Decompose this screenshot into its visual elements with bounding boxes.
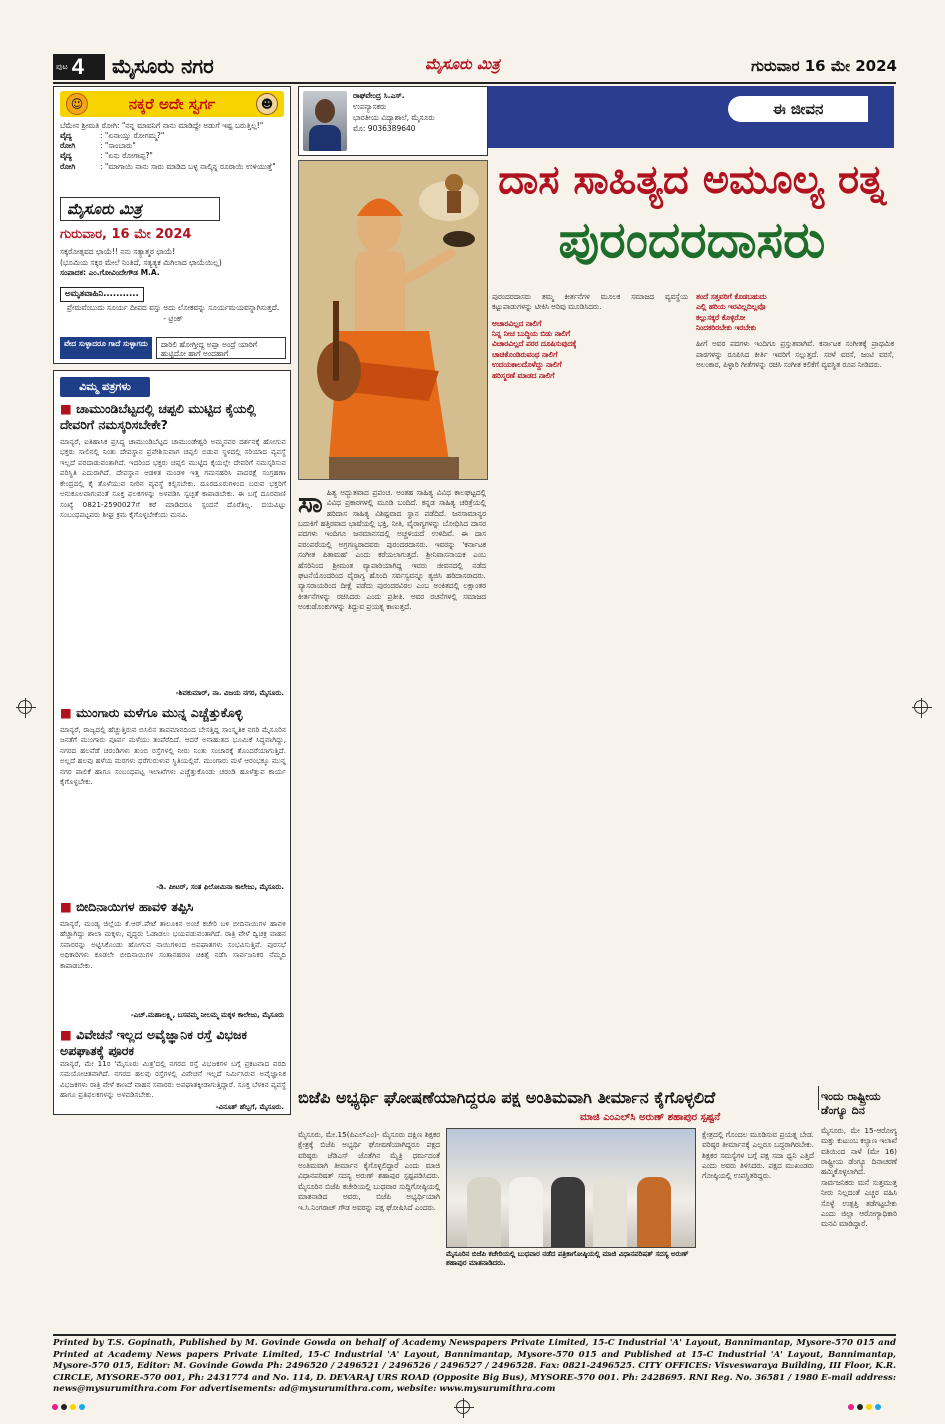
dropcap: ಸಾ [298, 488, 323, 519]
joke-line: ರೋಗಿ : "ಮಾಗಾಯಿ ನಾನು ಸಾರು ಮಾಡಿದ ಬಳ್ಳ ನಾಲ್ಕಿನ್ನ ರೂರಾಯಿ ಉಳಿಯುತ್ತೆ" [60, 161, 276, 171]
verse-line: ತಂದೆ ಸತ್ತವರಿಗೆ ಕೊಡಬಹುದು [696, 292, 767, 301]
letter-title: ■ ಚಾಮುಂಡಿಬೆಟ್ಟದಲ್ಲಿ ಚಪ್ಪಲಿ ಮುಟ್ಟಿದ ಕೈಯಲ್ಲಿ ದೇವರಿಗೆ ನಮಸ್ಕರಿಸಬೇಕೇ? [60, 401, 286, 432]
letter-signature: -ಎಚ್.ಮಹಾಲಕ್ಷ್ಮಿ, ಬಸವಮ್ಮ ನೀಲಮ್ಮ ಮಕ್ಕಳ ಕಾಲೇಜು, ಮೈಸೂರು [130, 1011, 284, 1019]
verse-line: ಎಲ್ಲಿ ಹರಿಯ ಇರವಿಲ್ಲದಿಲ್ಲವೊ [696, 302, 766, 312]
article-text: ಹೀಗೆ ಅವರ ಪದಗಳು ಇಂದಿಗೂ ಪ್ರಸ್ತುತವಾಗಿವೆ. ಕರ್ನಾಟಕ ಸಂಗೀತಕ್ಕೆ ಪ್ರಾಥಮಿಕ ಪಾಠಗಳನ್ನು ರೂಪಿಸಿದ ಕೀರ್ತಿ ಇವರಿಗೆ ಸಲ್ಲುತ್ತದೆ. ಸರಳೆ ವರಸೆ, ಜಂಟಿ ವರಸೆ, ಅಲಂಕಾರ, ಪಿಳ್ಳಾರಿ ಗೀತೆಗಳನ್ನು ರಚಿಸಿ ಸಂಗೀತ ಕಲಿಕೆಗೆ ವ್ಯವಸ್ಥಿತ ರೂಪ ನೀಡಿದರು. [696, 339, 894, 370]
verse-line: ನಿಂದಕರಿರಬೇಕು ಇರಬೇಕು [696, 323, 757, 333]
verse-line: ವಿಚಾರವಿಲ್ಲದೆ ಪರರ ದೂಷಿಸುವುದಕ್ಕೆ [492, 339, 577, 349]
author-org: ಭಾರತೀಯ ವಿದ್ಯಾಶಾಲೆ, ಮೈಸೂರು [353, 112, 435, 122]
author-role: ಉಪನ್ಯಾಸಕರು [353, 101, 387, 111]
article-headline-main: ಪುರಂದರದಾಸರು [558, 210, 826, 269]
letter-title: ■ ವಿವೇಚನೆ ಇಲ್ಲದ ಅವೈಜ್ಞಾನಿಕ ರಸ್ತೆ ವಿಭಜಕ ಅಪಘಾತಕ್ಕೆ ಪೂರಕ [60, 1027, 286, 1058]
article-text: ಪುರಂದರದಾಸರು ತಮ್ಮ ಕೀರ್ತನೆಗಳ ಮೂಲಕ ಸಮಾಜದ ವ್ಯವಸ್ಥೆಯ ಕಟ್ಟುಪಾಡುಗಳನ್ನು ಟೀಕಿಸಿ ಅರಿವು ಮೂಡಿಸಿದರು. [492, 292, 688, 312]
news-headline: ಬಿಜೆಪಿ ಅಭ್ಯರ್ಥಿ ಘೋಷಣೆಯಾಗಿದ್ದರೂ ಪಕ್ಷ ಅಂತಿಮವಾಗಿ ತೀರ್ಮಾನ ಕೈಗೊಳ್ಳಲಿದೆ [298, 1088, 716, 1107]
verse-line: ಉದಯಕಾಲದೊಳೆದ್ದು ನಾಲಿಗೆ [492, 360, 562, 370]
news-column: ಕ್ಷೇತ್ರದಲ್ಲಿ ಗೊಂದಲ ಮೂಡಿಸುವ ಪ್ರಯತ್ನ ಬೇಡ. ವರಿಷ್ಠರ ತೀರ್ಮಾನಕ್ಕೆ ಎಲ್ಲರೂ ಬದ್ಧರಾಗಿರಬೇಕು. ಶಿಕ್ಷಕರ ಸಮಸ್ಯೆಗಳ ಬಗ್ಗೆ ಪಕ್ಷ ಸದಾ ಧ್ವನಿ ಎತ್ತಿದೆ ಎಂದು ಅವರು ತಿಳಿಸಿದರು. ಪಕ್ಷದ ಮುಖಂಡರು ಗೋಷ್ಠಿಯಲ್ಲಿ ಉಪಸ್ಥಿತರಿದ್ದರು. [702, 1130, 814, 1181]
article-headline: ದಾಸ ಸಾಹಿತ್ಯದ ಅಮೂಲ್ಯ ರತ್ನ [498, 156, 886, 203]
author-box [298, 86, 488, 156]
proverb-text: ದಾರಿಲಿ ಹೋಗ್ತೀದ್ದ ಅಪ್ಪಾ ಅಂದ್ರೆ ಯಾರಿಗೆ ಹುಟ್ಟಿದೋ ಹಾಗೆ ಅಂದಹಾಗೆ [156, 337, 286, 359]
news-headline: ಇಂದು ರಾಷ್ಟ್ರೀಯ ಡೆಂಗ್ಯೂ ದಿನ [821, 1090, 881, 1117]
column-divider [818, 1086, 819, 1110]
joke-line: ವೈದ್ಯ : "ಏನಾಯ್ತು ರೋಗಮ್ಮ?" [60, 131, 165, 141]
page-number: 4 [71, 54, 84, 80]
footer-divider [53, 1334, 896, 1336]
verse-line: ಚಾಚಿಕೊಂಡಿರುವಂಥ ನಾಲಿಗೆ [492, 349, 558, 359]
column-banner [488, 86, 894, 148]
letter-body: ಮಾನ್ಯರೆ, ಮಂಡ್ಯ ಜಿಲ್ಲೆಯ ಕೆ.ಆರ್.ಪೇಟೆ ತಾಲೂಕಿನ ಅಂಚೆ ಕಚೇರಿ ಬಳಿ ಬೀದಿನಾಯಿಗಳ ಹಾವಳಿ ಹೆಚ್ಚಾಗಿದ್ದು ಶಾಲಾ ಮಕ್ಕಳು, ವೃದ್ಧರು ಓಡಾಡಲು ಭಯಪಡುವಂತಾಗಿದೆ. ರಾತ್ರಿ ವೇಳೆ ದ್ವಿಚಕ್ರ ವಾಹನ ಸವಾರರನ್ನು ಅಟ್ಟಿಸಿಕೊಂಡು ಹೋಗುವ ನಾಯಿಗಳಿಂದ ಅಪಘಾತಗಳು ಸಂಭವಿಸುತ್ತಿವೆ. ಪುರಸಭೆ ಅಧಿಕಾರಿಗಳು ಕೂಡಲೇ ಬೀದಿನಾಯಿಗಳ ಸಂತಾನಹರಣ ಚಿಕಿತ್ಸೆ ನಡೆಸಿ ಸಾರ್ವಜನಿಕರ ನೆಮ್ಮದಿ ಕಾಪಾಡಬೇಕು. [60, 919, 286, 970]
humor-title: ನಕ್ಕರೆ ಅದೇ ಸ್ವರ್ಗ [128, 94, 216, 113]
verse-line: ಹರಿಸ್ಮರಣೆ ಮಾಡದ ನಾಲಿಗೆ [492, 370, 555, 380]
humor-banner [60, 91, 284, 117]
mysuru-mitra-logo: ಮೈಸೂರು ಮಿತ್ರ [60, 197, 220, 221]
verse-line: ಕಲ್ಲುಸಕ್ಕರೆ ಕೊಳ್ಳಿರೋ [696, 312, 746, 322]
letter-body: ಮಾನ್ಯರೆ, ಐತಿಹಾಸಿಕ ಪ್ರಸಿದ್ಧ ಚಾಮುಂಡಿಬೆಟ್ಟದ ಚಾಮುಂಡೇಶ್ವರಿ ಅಮ್ಮನವರ ದರ್ಶನಕ್ಕೆ ಹೋಗುವ ಭಕ್ತರು ಸಾಲಿನಲ್ಲಿ ನಿಂತು ದೇವಸ್ಥಾನ ಪ್ರವೇಶಿಸುವಾಗ ಚಪ್ಪಲಿ ಬಿಡುವ ಸ್ಥಳದಲ್ಲಿ ಸರಿಯಾದ ವ್ಯವಸ್ಥೆ ಇಲ್ಲದೆ ಪರದಾಡುವಂತಾಗಿದೆ. ಇದರಿಂದ ಭಕ್ತರು ಚಪ್ಪಲಿ ಮುಟ್ಟಿದ ಕೈಯಲ್ಲೇ ದೇವರಿಗೆ ನಮಸ್ಕರಿಸುವ ಪರಿಸ್ಥಿತಿ ಎದುರಾಗಿದೆ. ದೇವಸ್ಥಾನ ಆಡಳಿತ ಮಂಡಳಿ ಇತ್ತ ಗಮನಹರಿಸಿ ಪಾದರಕ್ಷೆ ಸಂಗ್ರಹಣಾ ಕೇಂದ್ರದಲ್ಲಿ ಕೈ ತೊಳೆಯುವ ನೀರಿನ ವ್ಯವಸ್ಥೆ ಕಲ್ಪಿಸಬೇಕು. ದೂರದೂರುಗಳಿಂದ ಬರುವ ಭಕ್ತರಿಗೆ ಅನುಕೂಲವಾಗುವಂತೆ ಸೂಕ್ತ ಫಲಕಗಳನ್ನು ಅಳವಡಿಸಿ ಸ್ವಚ್ಛತೆ ಕಾಪಾಡಬೇಕು. ಈ ಬಗ್ಗೆ ದೂರವಾಣಿ ಸಂಖ್ಯೆ 0821-2590027ಗೆ ಕರೆ ಮಾಡಿದರೂ ಸ್ಪಂದನೆ ದೊರೆತಿಲ್ಲ. ದಯವಿಟ್ಟು ಸಂಬಂಧಪಟ್ಟವರು ಶೀಘ್ರ ಕ್ರಮ ಕೈಗೊಳ್ಳಬೇಕೆಂದು ಮನವಿ. [60, 437, 286, 520]
joke-line: ವೈದ್ಯ : "ಏನು ರೋಗಾಪ್ಪ?" [60, 151, 153, 161]
article-column [696, 292, 894, 1072]
verse-line: ಆಚಾರವಿಲ್ಲದ ನಾಲಿಗೆ [492, 318, 542, 328]
page-header [0, 0, 945, 86]
joke-line: ಬೆಮೇನ ಶ್ರೀಮತಿ ರೋಗಿ: "ನನ್ನ ಮಾವನಿಗೆ ನಾನು ಮಾಡಿದ್ದೇ ಅಡುಗೆ ಇಷ್ಟ ಬರುತ್ತಿಲ್ಲ!" [60, 121, 264, 130]
cartoon-character-icon: ☻ [256, 93, 278, 115]
registration-crosshair-icon [18, 700, 32, 714]
color-registration-marks [52, 1404, 85, 1410]
verse-block [492, 319, 688, 381]
letter-signature: -ವಿನೂತ್ ಹೆಬ್ಬಗೆ, ಮೈಸೂರು. [215, 1103, 284, 1111]
imprint-line: Printed by T.S. Gopinath, Published by M. Govinde Gowda on behalf of Academy Newspapers Private Limited, 15-C Industrial 'A' Layout, Bannimantap, Mysore-570 015 and Printed at Academy News papers Private Limited, 15-C Industrial 'A' Layout, Bannimantap, Mysore-570 015 and Published at 15-C Industrial 'A' Layout, Bannimantap, Mysore-570 015, Editor: M. Govinde Gowda Ph: 2496520 / 2496521 / 2496526 / 2496527 / 2496528. Fax: 0821-2496525. CITY OFFICES: Visveswaraya Building, III Floor, K.R. CIRCLE, MYSORE-570 001, Ph: 2431774 and No. 114, D. DEVARAJ URS ROAD (Opposite Big Bus), MYSORE-570 001. Ph: 2428695. RNI Reg. No. 36581 / 1980 E-mail address: news@mysurumithra.com For advertisements: ad@mysurumithra.com, website: www.mysurumithra.com [53, 1338, 896, 1395]
joke-line: ರೋಗಿ : "ಸಾಂಬಾರು" [60, 141, 136, 151]
purandaradasa-painting [298, 160, 488, 480]
page-number-box [53, 54, 105, 80]
laughing-face-icon: ☺ [66, 93, 88, 115]
news-subhead: ಮಾಜಿ ಎಂಎಲ್‌ಸಿ ಅರುಣ್ ಶಹಾಪುರ ಸ್ಪಷ್ಟನೆ [580, 1112, 721, 1123]
author-details [353, 91, 485, 135]
author-photo [303, 91, 347, 151]
letter-title: ■ ಬೀದಿನಾಯಿಗಳ ಹಾವಳಿ ತಪ್ಪಿಸಿ [60, 899, 286, 915]
author-name: ರಾಘವೇಂದ್ರ ಸಿ.ಎಸ್. [353, 91, 405, 100]
verse-line: ನಿನ್ನ ನೀಚ ಬುದ್ಧಿಯ ಬಿಡು ನಾಲಿಗೆ [492, 329, 571, 339]
letter-title: ■ ಮುಂಗಾರು ಮಳೆಗೂ ಮುನ್ನ ಎಚ್ಚೆತ್ತುಕೊಳ್ಳಿ [60, 705, 286, 721]
letter-signature: -ಡಿ. ಪೀಟರ್, ಸಂತ ಫಿಲೋಮಿನಾ ಕಾಲೇಜು, ಮೈಸೂರು. [156, 883, 284, 891]
almanac-text: ಸಕ್ಕರೋತ್ಸವದ ಛಾಯೆ!! ನನು ಸತ್ಯಾತ್ಮರ ಛಾಯೆ! (ಭೂಮಿಯ ಸಕ್ಕರ ಮೇಲೆ ನಿಂತಿದೆ, ಸತ್ಯತ್ಯಕ ಮಿಗಿಲಾದ ಛಾಯೆಯಿಲ್ಲ) ಸಂಪಾದಕ: ಎಂ.ಗೋವಿಂದೇಗೌಡ M.A. [60, 247, 222, 277]
issue-date: ಗುರುವಾರ 16 ಮೇ 2024 [751, 57, 897, 75]
article-text: ಹಿತ್ಯ ಅದ್ಭುತವಾದ ಪ್ರಪಂಚ. ಅಂತಹ ಸಾಹಿತ್ಯ ವಿವಿಧ ಕಾಲಘಟ್ಟದಲ್ಲಿ ವಿವಿಧ ಪ್ರಕಾರಗಳಲ್ಲಿ ಮೂಡಿ ಬಂದಿದೆ. ಕನ್ನಡ ಸಾಹಿತ್ಯ ಚರಿತ್ರೆಯಲ್ಲಿ ಹರಿದಾಸ ಸಾಹಿತ್ಯ ವಿಶಿಷ್ಟವಾದ ಸ್ಥಾನ ಪಡೆದಿದೆ. ಜನಸಾಮಾನ್ಯರ ಬದುಕಿಗೆ ಹತ್ತಿರವಾದ ಭಾಷೆಯಲ್ಲಿ ಭಕ್ತಿ, ನೀತಿ, ವೈರಾಗ್ಯಗಳನ್ನು ಬೋಧಿಸಿದ ದಾಸರ ಪದಗಳು ಇಂದಿಗೂ ಜನಮಾನಸದಲ್ಲಿ ಅಚ್ಚಳಿಯದೆ ಉಳಿದಿವೆ. ಈ ದಾಸ ಪರಂಪರೆಯಲ್ಲಿ ಅಗ್ರಗಣ್ಯರಾದವರು ಪುರಂದರದಾಸರು. ಇವರನ್ನು 'ಕರ್ನಾಟಕ ಸಂಗೀತ ಪಿತಾಮಹ' ಎಂದು ಕರೆಯಲಾಗುತ್ತದೆ. ಶ್ರೀನಿವಾಸನಾಯಕ ಎಂಬ ಹೆಸರಿನಿಂದ ಶ್ರೀಮಂತ ವ್ಯಾಪಾರಿಯಾಗಿದ್ದ ಇವರು ಜೀವನದಲ್ಲಿ ನಡೆದ ಘಟನೆಯೊಂದರಿಂದ ವೈರಾಗ್ಯ ಹೊಂದಿ ಸರ್ವಸ್ವವನ್ನೂ ತ್ಯಜಿಸಿ ಹರಿದಾಸರಾದರು. ವ್ಯಾಸರಾಯರಿಂದ ದೀಕ್ಷೆ ಪಡೆದು ಪುರಂದರವಿಠಲ ಎಂಬ ಅಂಕಿತದಲ್ಲಿ ಲಕ್ಷಾಂತರ ಕೀರ್ತನೆಗಳನ್ನು ರಚಿಸಿದರು ಎಂದು ಪ್ರತೀತಿ. ಅವರ ರಚನೆಗಳಲ್ಲಿ ಸಮಾಜದ ಅಂಕುಡೊಂಕುಗಳನ್ನು ತಿದ್ದುವ ಪ್ರಯತ್ನ ಕಾಣುತ್ತದೆ. [298, 488, 486, 611]
column-label: ಈ ಜೀವನ [728, 96, 868, 122]
press-meet-photo [446, 1128, 696, 1248]
registration-crosshair-icon [456, 1400, 470, 1414]
proverb-label: ವೇದ ಸುಳ್ಳಾದರೂ ಗಾದೆ ಸುಳ್ಳಾಗದು [60, 337, 152, 359]
section-title: ಮೈಸೂರು ನಗರ [112, 54, 214, 78]
photo-caption: ಮೈಸೂರಿನ ಬಿಜೆಪಿ ಕಚೇರಿಯಲ್ಲಿ ಬುಧವಾರ ನಡೆದ ಪತ್ರಿಕಾಗೋಷ್ಠಿಯಲ್ಲಿ ಮಾಜಿ ವಿಧಾನಪರಿಷತ್ ಸದಸ್ಯ ಅರುಣ್ ಶಹಾಪುರ ಮಾತನಾಡಿದರು. [446, 1250, 689, 1268]
humor-box [53, 86, 291, 364]
header-divider [53, 82, 896, 84]
almanac-date: ಗುರುವಾರ, 16 ಮೇ 2024 [60, 227, 192, 242]
verse-block [696, 292, 894, 333]
amruta-label: ಅಮೃತವಾಹಿನಿ........... [60, 287, 144, 302]
letters-section [53, 370, 291, 1115]
article-column [492, 292, 688, 1072]
letter-body: ಮಾನ್ಯರೆ, ರಾಜ್ಯದಲ್ಲಿ ಹೆಚ್ಚುತ್ತಿರುವ ಬಿಸಿಲಿನ ತಾಪಮಾನದಿಂದ ಬೇಸತ್ತಿದ್ದ ಸಾಂಸ್ಕೃತಿಕ ನಗರಿ ಮೈಸೂರಿನ ಜನತೆಗೆ ಮುಂಗಾರು ಪೂರ್ವ ಮಳೆಯು ತಂಪೆರೆದಿದೆ. ಆದರೆ ಅನಾಹುತದ ಭೂಮಿಕೆ ಸಿದ್ಧವಾಗಿದ್ದು, ನಗರದ ಹಲವೆಡೆ ಚರಂಡಿಗಳು ತುಂಬಿ ರಸ್ತೆಗಳಲ್ಲಿ ನೀರು ನಿಂತು ಸಂಚಾರಕ್ಕೆ ತೊಂದರೆಯಾಗುತ್ತಿದೆ. ಅಲ್ಲದೆ ಹಲವು ಹಳೆಯ ಮರಗಳು ಧರೆಗುರುಳುವ ಸ್ಥಿತಿಯಲ್ಲಿವೆ. ಮುಂಗಾರು ಮಳೆ ಆರಂಭಕ್ಕೂ ಮುನ್ನ ನಗರ ಪಾಲಿಕೆ ಹಾಗೂ ಸಂಬಂಧಪಟ್ಟ ಇಲಾಖೆಗಳು ಎಚ್ಚೆತ್ತುಕೊಂಡು ಚರಂಡಿ ಹೂಳೆತ್ತುವ ಕಾರ್ಯ ಕೈಗೊಳ್ಳಬೇಕು. [60, 725, 286, 787]
color-registration-marks [848, 1404, 881, 1410]
amruta-quote: ಪ್ರೇಮವೆಂಬುದು ಸೂರ್ಯ ದೀಪದ ವಸ್ತು ಅದು ಲೋಕವನ್ನು ಸೂರ್ಯಮಯವನ್ನಾಗಿಸುತ್ತದೆ. - ಟ್ರಿಂಕ್ [66, 303, 280, 323]
letter-signature: -ಶಿವಕುಮಾರ್, ನಾ. ವಿಜಯ ನಗರ, ಮೈಸೂರು. [175, 689, 284, 697]
page-label: ಪುಟ [56, 62, 68, 71]
news-column: ಮೈಸೂರು, ಮೇ.15(ಪಿಎಲ್‌ಎಂ)- ಮೈಸೂರು ದಕ್ಷಿಣ ಶಿಕ್ಷಕರ ಕ್ಷೇತ್ರಕ್ಕೆ ಬಿಜೆಪಿ ಅಭ್ಯರ್ಥಿ ಘೋಷಣೆಯಾಗಿದ್ದರೂ ಪಕ್ಷದ ವರಿಷ್ಠರು ಜೆಡಿಎಸ್ ಜೊತೆಗಿನ ಮೈತ್ರಿ ಧರ್ಮದಂತೆ ಅಂತಿಮವಾಗಿ ತೀರ್ಮಾನ ಕೈಗೊಳ್ಳಲಿದ್ದಾರೆ ಎಂದು ಮಾಜಿ ವಿಧಾನಪರಿಷತ್ ಸದಸ್ಯ ಅರುಣ್ ಶಹಾಪುರ ಸ್ಪಷ್ಟಪಡಿಸಿದರು. ಮೈಸೂರಿನ ಬಿಜೆಪಿ ಕಚೇರಿಯಲ್ಲಿ ಬುಧವಾರ ಸುದ್ದಿಗೋಷ್ಠಿಯಲ್ಲಿ ಮಾತನಾಡಿದ ಅವರು, ಬಿಜೆಪಿ ಅಭ್ಯರ್ಥಿಯಾಗಿ ಇ.ಸಿ.ನಿಂಗರಾಜ್ ಗೌಡ ಅವರನ್ನು ಪಕ್ಷ ಘೋಷಿಸಿದೆ ಎಂದರು. [298, 1130, 440, 1212]
article-column [298, 488, 486, 1074]
masthead-logo: ಮೈಸೂರು ಮಿತ್ರ [425, 55, 500, 73]
left-column [53, 86, 291, 1111]
proverb-box [60, 337, 286, 359]
joke-text [60, 121, 286, 172]
saint-illustration [299, 161, 488, 480]
letters-header: ವಿಮ್ಮ ಪತ್ರಗಳು [60, 377, 150, 397]
news-column: ಮೈಸೂರು, ಮೇ 15-ಆರೋಗ್ಯ ಮತ್ತು ಕುಟುಂಬ ಕಲ್ಯಾಣ ಇಲಾಖೆ ವತಿಯಿಂದ ನಾಳೆ (ಮೇ 16) ರಾಷ್ಟ್ರೀಯ ಡೆಂಗ್ಯೂ ದಿನಾಚರಣೆ ಹಮ್ಮಿಕೊಳ್ಳಲಾಗಿದೆ. ಸಾರ್ವಜನಿಕರು ಮನೆ ಸುತ್ತಮುತ್ತ ನೀರು ನಿಲ್ಲದಂತೆ ಎಚ್ಚರ ವಹಿಸಿ ಸೊಳ್ಳೆ ಉತ್ಪತ್ತಿ ತಡೆಗಟ್ಟಬೇಕು ಎಂದು ಜಿಲ್ಲಾ ಆರೋಗ್ಯಾಧಿಕಾರಿ ಮನವಿ ಮಾಡಿದ್ದಾರೆ. [821, 1126, 897, 1229]
registration-crosshair-icon [914, 700, 928, 714]
letter-body: ಮಾನ್ಯರೆ, ಮೇ 11ರ 'ಮೈಸೂರು ಮಿತ್ರ'ದಲ್ಲಿ ನಗರದ ರಸ್ತೆ ವಿಭಜಕಗಳ ಬಗ್ಗೆ ಪ್ರಕಟವಾದ ವರದಿ ಸಮಯೋಚಿತವಾಗಿದೆ. ನಗರದ ಹಲವು ರಸ್ತೆಗಳಲ್ಲಿ ವಿವೇಚನೆ ಇಲ್ಲದೆ ನಿರ್ಮಿಸಿರುವ ಅವೈಜ್ಞಾನಿಕ ವಿಭಜಕಗಳು ರಾತ್ರಿ ವೇಳೆ ಕಾಣದೆ ವಾಹನ ಸವಾರರು ಅಪಘಾತಕ್ಕೀಡಾಗುತ್ತಿದ್ದಾರೆ. ಸೂಕ್ತ ಬೆಳಕಿನ ವ್ಯವಸ್ಥೆ ಹಾಗೂ ಪ್ರತಿಫಲಕಗಳನ್ನು ಅಳವಡಿಸಬೇಕು. [60, 1059, 286, 1100]
author-phone: ಮೊ: 9036389640 [353, 123, 416, 133]
